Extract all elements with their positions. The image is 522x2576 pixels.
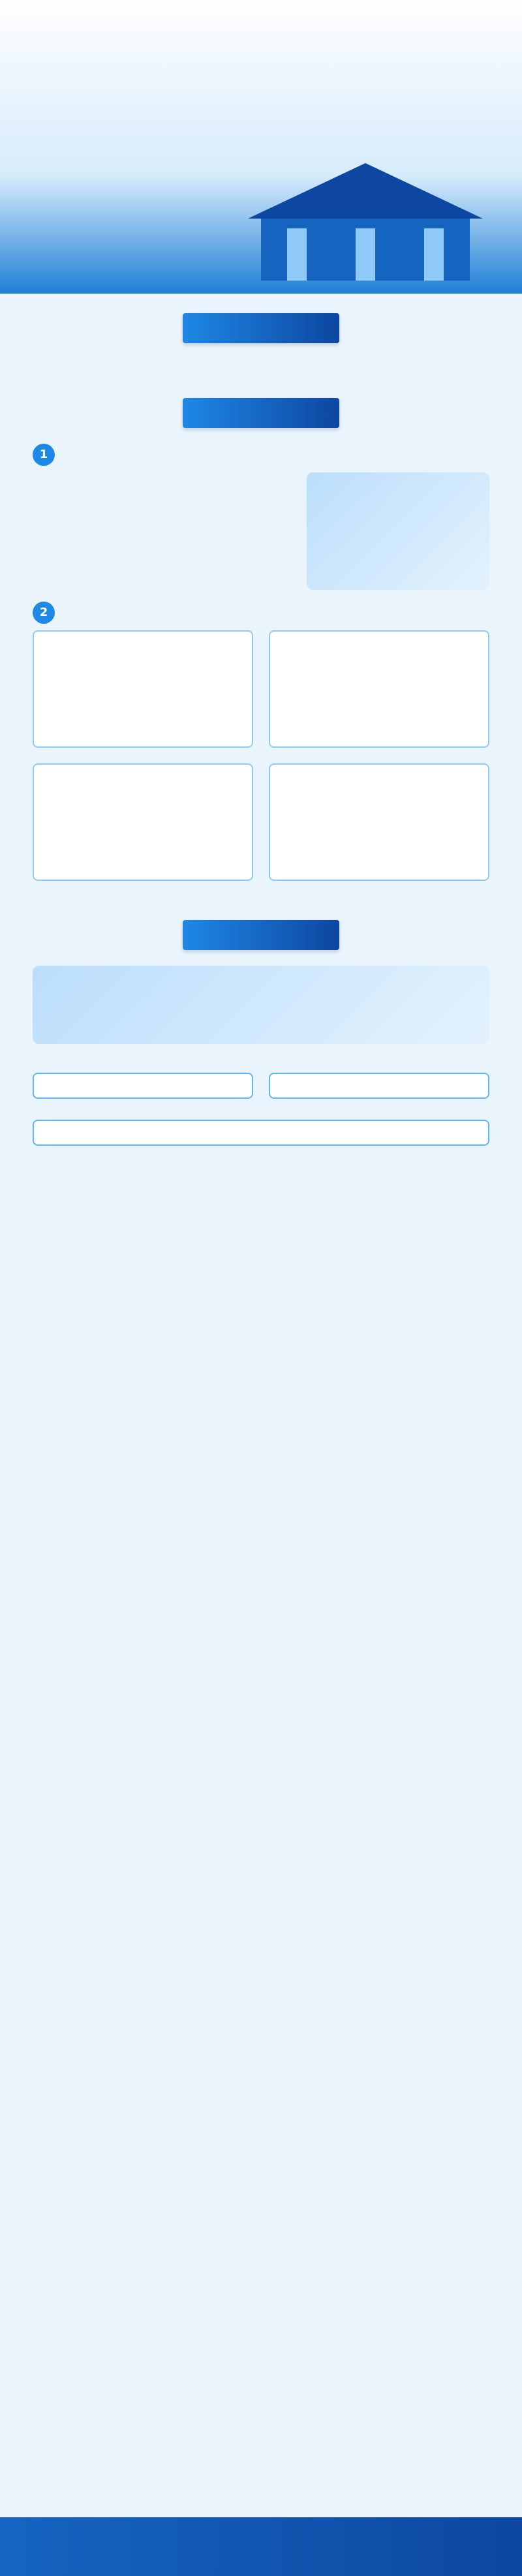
header-banner [0, 0, 522, 294]
step1-number-badge: 1 [33, 444, 55, 466]
section-background [0, 294, 522, 378]
footer-credit [0, 2517, 522, 2576]
department-card [33, 763, 253, 881]
claim-box [33, 1073, 253, 1099]
meeting-illustration [307, 472, 489, 590]
section-content [0, 900, 522, 1176]
farm-illustration [33, 966, 489, 1044]
step2-heading [33, 602, 489, 624]
department-card [33, 630, 253, 748]
claim-boxes [33, 1062, 489, 1109]
department-card [269, 630, 489, 748]
section-tag-content [183, 920, 339, 950]
government-building-illustration [248, 137, 483, 281]
step1-heading [33, 444, 489, 466]
step2-number-badge: 2 [33, 602, 55, 624]
department-card [269, 763, 489, 881]
step1-row [33, 472, 489, 590]
section-tag-background [183, 313, 339, 343]
department-cards [33, 630, 489, 881]
section-tag-process [183, 398, 339, 428]
claim-box [269, 1073, 489, 1099]
claim-box-wide [33, 1120, 489, 1146]
section-process [0, 378, 522, 900]
